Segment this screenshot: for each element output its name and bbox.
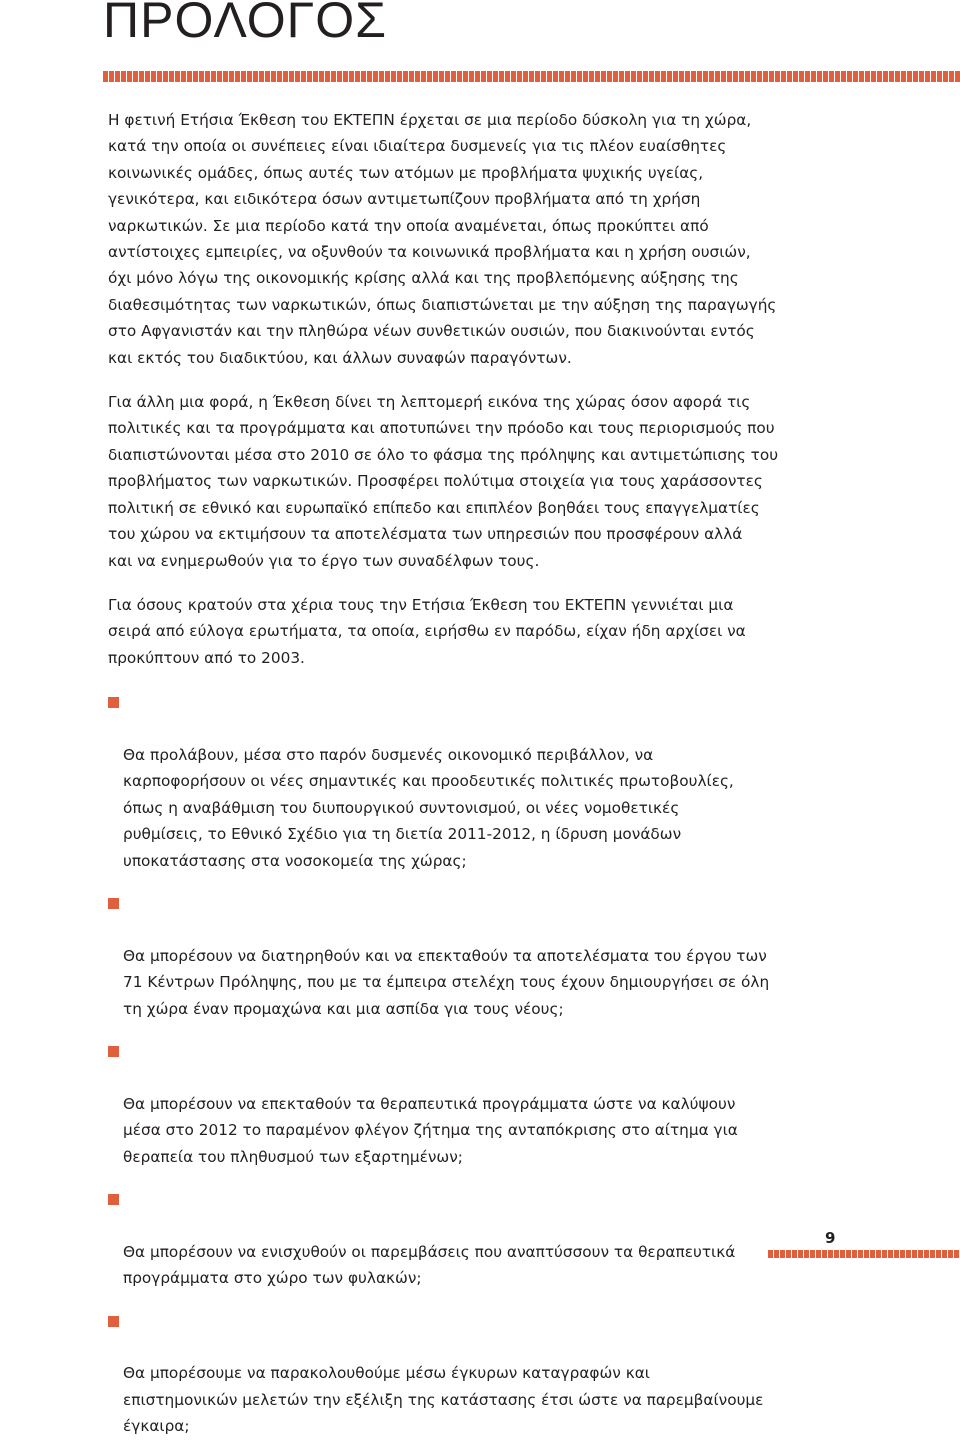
square-bullet-icon — [108, 697, 119, 708]
square-bullet-icon — [108, 1046, 119, 1057]
page-title: ΠΡΟΛΟΓΟΣ — [103, 0, 388, 48]
list-item-text: Θα μπορέσουμε να παρακολουθούμε μέσω έγκυρων καταγραφών και επιστημονικών μελετών την εξέλιξη της κατάστασης έτσι ώστε να παρεμβαίνουμε έγκαιρα; — [123, 1364, 764, 1436]
list-item — [108, 1038, 838, 1170]
questions-list — [108, 689, 838, 1440]
paragraph-report-overview: Για άλλη μια φορά, η Έκθεση δίνει τη λεπτομερή εικόνα της χώρας όσον αφορά τις πολιτικές και τα προγράμματα και αποτυπώνει την πρόοδο και τους περιορισμούς που διαπιστώνονται μέσα στο 2010 σε όλο το φάσμα της πρόληψης και αντιμετώπισης του προβλήματος των ναρκωτικών. Προσφέρει πολύτιμα στοιχεία για τους χαράσσοντες πολιτική σε εθνικό και ευρωπαϊκό επίπεδο και επιπλέον βοηθάει τους επαγγελματίες του χώρου να εκτιμήσουν τα αποτελέσματα των υπηρεσιών που προσφέρουν αλλά και να ενημερωθούν για το έργο των συναδέλφων τους. — [108, 393, 779, 570]
square-bullet-icon — [108, 1194, 119, 1205]
page-number: 9 — [825, 1229, 836, 1247]
footer-decorative-rule — [768, 1250, 960, 1258]
list-item-text: Θα μπορέσουν να διατηρηθούν και να επεκταθούν τα αποτελέσματα του έργου των 71 Κέντρων Πρόληψης, που με τα έμπειρα στελέχη τους έχουν δημιουργήσει σε όλη τη χώρα έναν προμαχώνα και μια ασπίδα για τους νέους; — [123, 946, 770, 1018]
list-item-text: Θα μπορέσουν να ενισχυθούν οι παρεμβάσεις που αναπτύσσουν τα θεραπευτικά προγράμματα στο χώρο των φυλακών; — [123, 1242, 736, 1288]
list-item-text: Θα μπορέσουν να επεκταθούν τα θεραπευτικά προγράμματα ώστε να καλύψουν μέσα στο 2012 το παραμένον φλέγον ζήτημα της ανταπόκρισης στο αίτημα για θεραπεία του πληθυσμού των εξαρτημένων; — [123, 1094, 738, 1166]
paragraph-intro: Η φετινή Ετήσια Έκθεση του ΕΚΤΕΠΝ έρχεται σε μια περίοδο δύσκολη για τη χώρα, κατά την οποία οι συνέπειες είναι ιδιαίτερα δυσμενείς για τις πλέον ευαίσθητες κοινωνικές ομάδες, όπως αυτές των ατόμων με προβλήματα ψυχικής υγείας, γενικότερα, και ειδικότερα όσων αντιμετωπίζουν προβλήματα από τη χρήση ναρκωτικών. Σε μια περίοδο κατά την οποία αναμένεται, όπως προκύπτει από αντίστοιχες εμπειρίες, να οξυνθούν τα κοινωνικά προβλήματα και η χρήση ουσιών, όχι μόνο λόγω της οικονομικής κρίσης αλλά και της προβλεπόμενης αύξησης της διαθεσιμότητας των ναρκωτικών, όπως διαπιστώνεται με την αύξηση της παραγωγής στο Αφγανιστάν και την πληθώρα νέων συνθετικών ουσιών, που διακινούνται εντός και εκτός του διαδικτύου, και άλλων συναφών παραγόντων. — [108, 111, 777, 367]
list-item — [108, 689, 838, 874]
title-decorative-rule — [103, 71, 960, 82]
square-bullet-icon — [108, 898, 119, 909]
body-text — [108, 107, 838, 1456]
paragraph-questions-intro: Για όσους κρατούν στα χέρια τους την Ετήσια Έκθεση του ΕΚΤΕΠΝ γεννιέται μια σειρά από εύλογα ερωτήματα, τα οποία, ειρήσθω εν παρόδω, είχαν ήδη αρχίσει να προκύπτουν από το 2003. — [108, 595, 746, 667]
list-item — [108, 1308, 838, 1440]
list-item — [108, 890, 838, 1022]
list-item-text: Θα προλάβουν, μέσα στο παρόν δυσμενές οικονομικό περιβάλλον, να καρποφορήσουν οι νέες σημαντικές και προοδευτικές πολιτικές πρωτοβουλίες, όπως η αναβάθμιση του διυπουργικού συντονισμού, οι νέες νομοθετικές ρυθμίσεις, το Εθνικό Σχέδιο για τη διετία 2011-2012, η ίδρυση μονάδων υποκατάστασης στα νοσοκομεία της χώρας; — [123, 745, 734, 870]
square-bullet-icon — [108, 1316, 119, 1327]
list-item — [108, 1186, 838, 1292]
